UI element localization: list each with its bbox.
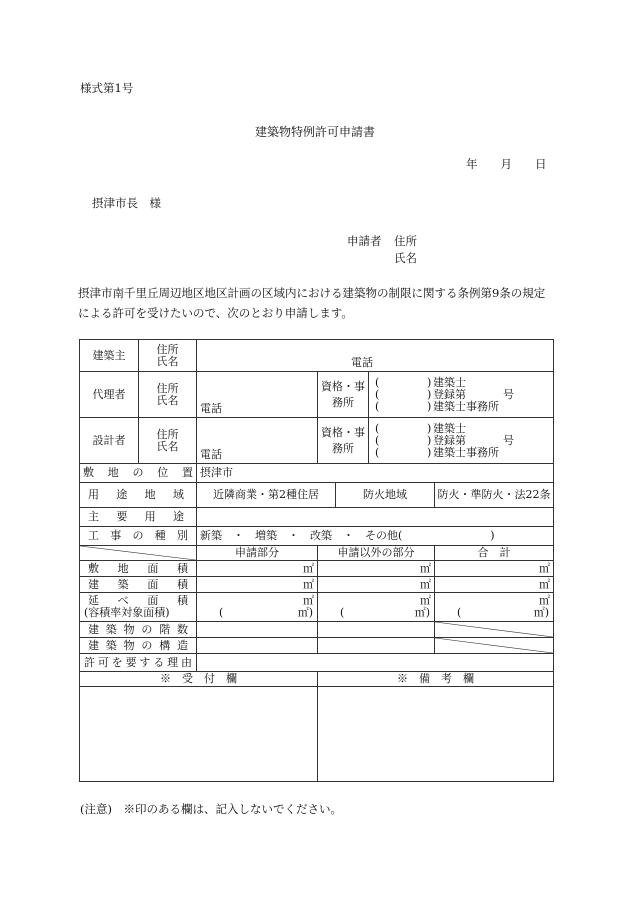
floor-area-row	[80, 593, 554, 622]
agent-registration-label: 登録第	[433, 387, 466, 401]
document-title: 建築物特例許可申請書	[254, 125, 375, 139]
zoning-value[interactable]: 近隣商業・第2種住居	[197, 483, 336, 508]
building-area-other[interactable]: ㎡	[318, 577, 435, 593]
diagonal-line	[80, 546, 196, 560]
intro-text: 摂津市南千里丘周辺地区地区計画の区域内における建築物の制限に関する条例第9条の規定による許可を受けたいので、次のとおり申請します。	[78, 286, 546, 320]
far-area-label: (容積率対象面積)	[84, 606, 170, 619]
structure-label: 建築物の構造	[80, 638, 197, 654]
owner-phone-label: 電話	[351, 356, 373, 369]
site-area-label: 敷地面積	[80, 561, 197, 577]
area-header-corner	[80, 546, 197, 561]
date-field: 年 月 日	[466, 157, 547, 171]
agent-office-label: 建築士事務所	[433, 399, 499, 413]
site-area-other[interactable]: ㎡	[318, 561, 435, 577]
floors-total-disabled	[435, 622, 554, 638]
zoning-row	[80, 483, 554, 508]
office-use-header-row	[80, 672, 554, 687]
agent-qualification-field[interactable]: ( ) 建築士 ( ) 登録第 号 ( ) 建築士事務所	[369, 372, 554, 418]
agent-row	[80, 372, 554, 418]
total-header: 合 計	[435, 546, 554, 561]
floors-row	[80, 622, 554, 638]
designer-office-label: 建築士事務所	[433, 445, 499, 459]
floor-area-total[interactable]: ㎡ ( ㎡)	[435, 593, 554, 622]
designer-name-label: 氏名	[156, 439, 179, 453]
building-area-applied[interactable]: ㎡	[197, 577, 318, 593]
reason-label: 許可を要する理由	[80, 654, 197, 672]
site-location-label: 敷地の位置	[80, 464, 197, 483]
floors-other[interactable]	[318, 622, 435, 638]
structure-other[interactable]	[318, 638, 435, 654]
designer-address-name-labels	[139, 418, 197, 464]
agent-name-label: 氏名	[156, 393, 179, 407]
designer-architect-label: 建築士	[433, 421, 466, 435]
form-number: 様式第1号	[80, 81, 134, 95]
reception-header: ※ 受 付 欄	[80, 672, 318, 687]
site-area-total[interactable]: ㎡	[435, 561, 554, 577]
owner-field[interactable]	[197, 340, 554, 372]
applicant-name-label: 氏名	[394, 251, 417, 265]
floor-area-labels	[80, 593, 197, 622]
remarks-box	[318, 687, 554, 782]
designer-registration-label: 登録第	[433, 433, 466, 447]
remarks-header: ※ 備 考 欄	[318, 672, 554, 687]
site-area-row	[80, 561, 554, 577]
diagonal-line	[435, 622, 553, 637]
applicant-label: 申請者	[347, 234, 382, 248]
work-type-label: 工事の種別	[80, 527, 197, 546]
building-area-total[interactable]: ㎡	[435, 577, 554, 593]
floor-area-label: 延べ面積	[88, 594, 188, 607]
designer-phone-label: 電話	[200, 448, 222, 461]
applicant-address-label: 住所	[394, 234, 417, 248]
structure-applied[interactable]	[197, 638, 318, 654]
office-use-row	[80, 687, 554, 782]
addressee: 摂津市長 様	[92, 196, 161, 210]
site-location-field[interactable]	[197, 464, 554, 483]
floors-applied[interactable]	[197, 622, 318, 638]
reason-row	[80, 654, 554, 672]
fire-zone-value[interactable]: 防火・準防火・法22条	[435, 483, 554, 508]
designer-field[interactable]	[197, 418, 318, 464]
designer-qualification-field[interactable]: ( ) 建築士 ( ) 登録第 号 ( ) 建築士事務所	[369, 418, 554, 464]
work-type-row	[80, 527, 554, 546]
site-location-value: 摂津市	[200, 466, 233, 479]
zoning-label: 用途地域	[80, 483, 197, 508]
applied-part-header: 申請部分	[197, 546, 318, 561]
floor-area-other[interactable]: ㎡ ( ㎡)	[318, 593, 435, 622]
designer-label: 設計者	[80, 418, 139, 464]
agent-label: 代理者	[80, 372, 139, 418]
structure-total-disabled	[435, 638, 554, 654]
floors-label: 建築物の階数	[80, 622, 197, 638]
owner-address-label: 住所	[156, 342, 179, 356]
site-location-row	[80, 464, 554, 483]
agent-qualification-label: 資格・事務所	[318, 372, 369, 418]
main-use-row	[80, 508, 554, 527]
agent-phone-label: 電話	[200, 402, 222, 415]
owner-name-label: 氏名	[156, 354, 179, 368]
main-use-field[interactable]	[197, 508, 554, 527]
main-use-label: 主要用途	[80, 508, 197, 527]
floor-area-applied[interactable]: ㎡ ( ㎡)	[197, 593, 318, 622]
agent-address-name-labels	[139, 372, 197, 418]
other-part-header: 申請以外の部分	[318, 546, 435, 561]
diagonal-line	[435, 638, 553, 653]
area-header-row	[80, 546, 554, 561]
fire-zone-label: 防火地域	[336, 483, 435, 508]
reception-box	[80, 687, 318, 782]
owner-label: 建築主	[80, 340, 139, 372]
note: (注意) ※印のある欄は、記入しないでください。	[80, 802, 342, 816]
designer-qualification-label: 資格・事務所	[318, 418, 369, 464]
building-area-label: 建築面積	[80, 577, 197, 593]
work-type-value[interactable]: 新築 ・ 増築 ・ 改築 ・ その他( )	[197, 527, 554, 546]
agent-address-label: 住所	[156, 381, 179, 395]
application-form-table	[79, 339, 554, 782]
designer-address-label: 住所	[156, 427, 179, 441]
owner-row	[80, 340, 554, 372]
owner-address-name-labels	[139, 340, 197, 372]
designer-row	[80, 418, 554, 464]
agent-field[interactable]	[197, 372, 318, 418]
structure-row	[80, 638, 554, 654]
site-area-applied[interactable]: ㎡	[197, 561, 318, 577]
reason-field[interactable]	[197, 654, 554, 672]
agent-architect-label: 建築士	[433, 375, 466, 389]
building-area-row	[80, 577, 554, 593]
